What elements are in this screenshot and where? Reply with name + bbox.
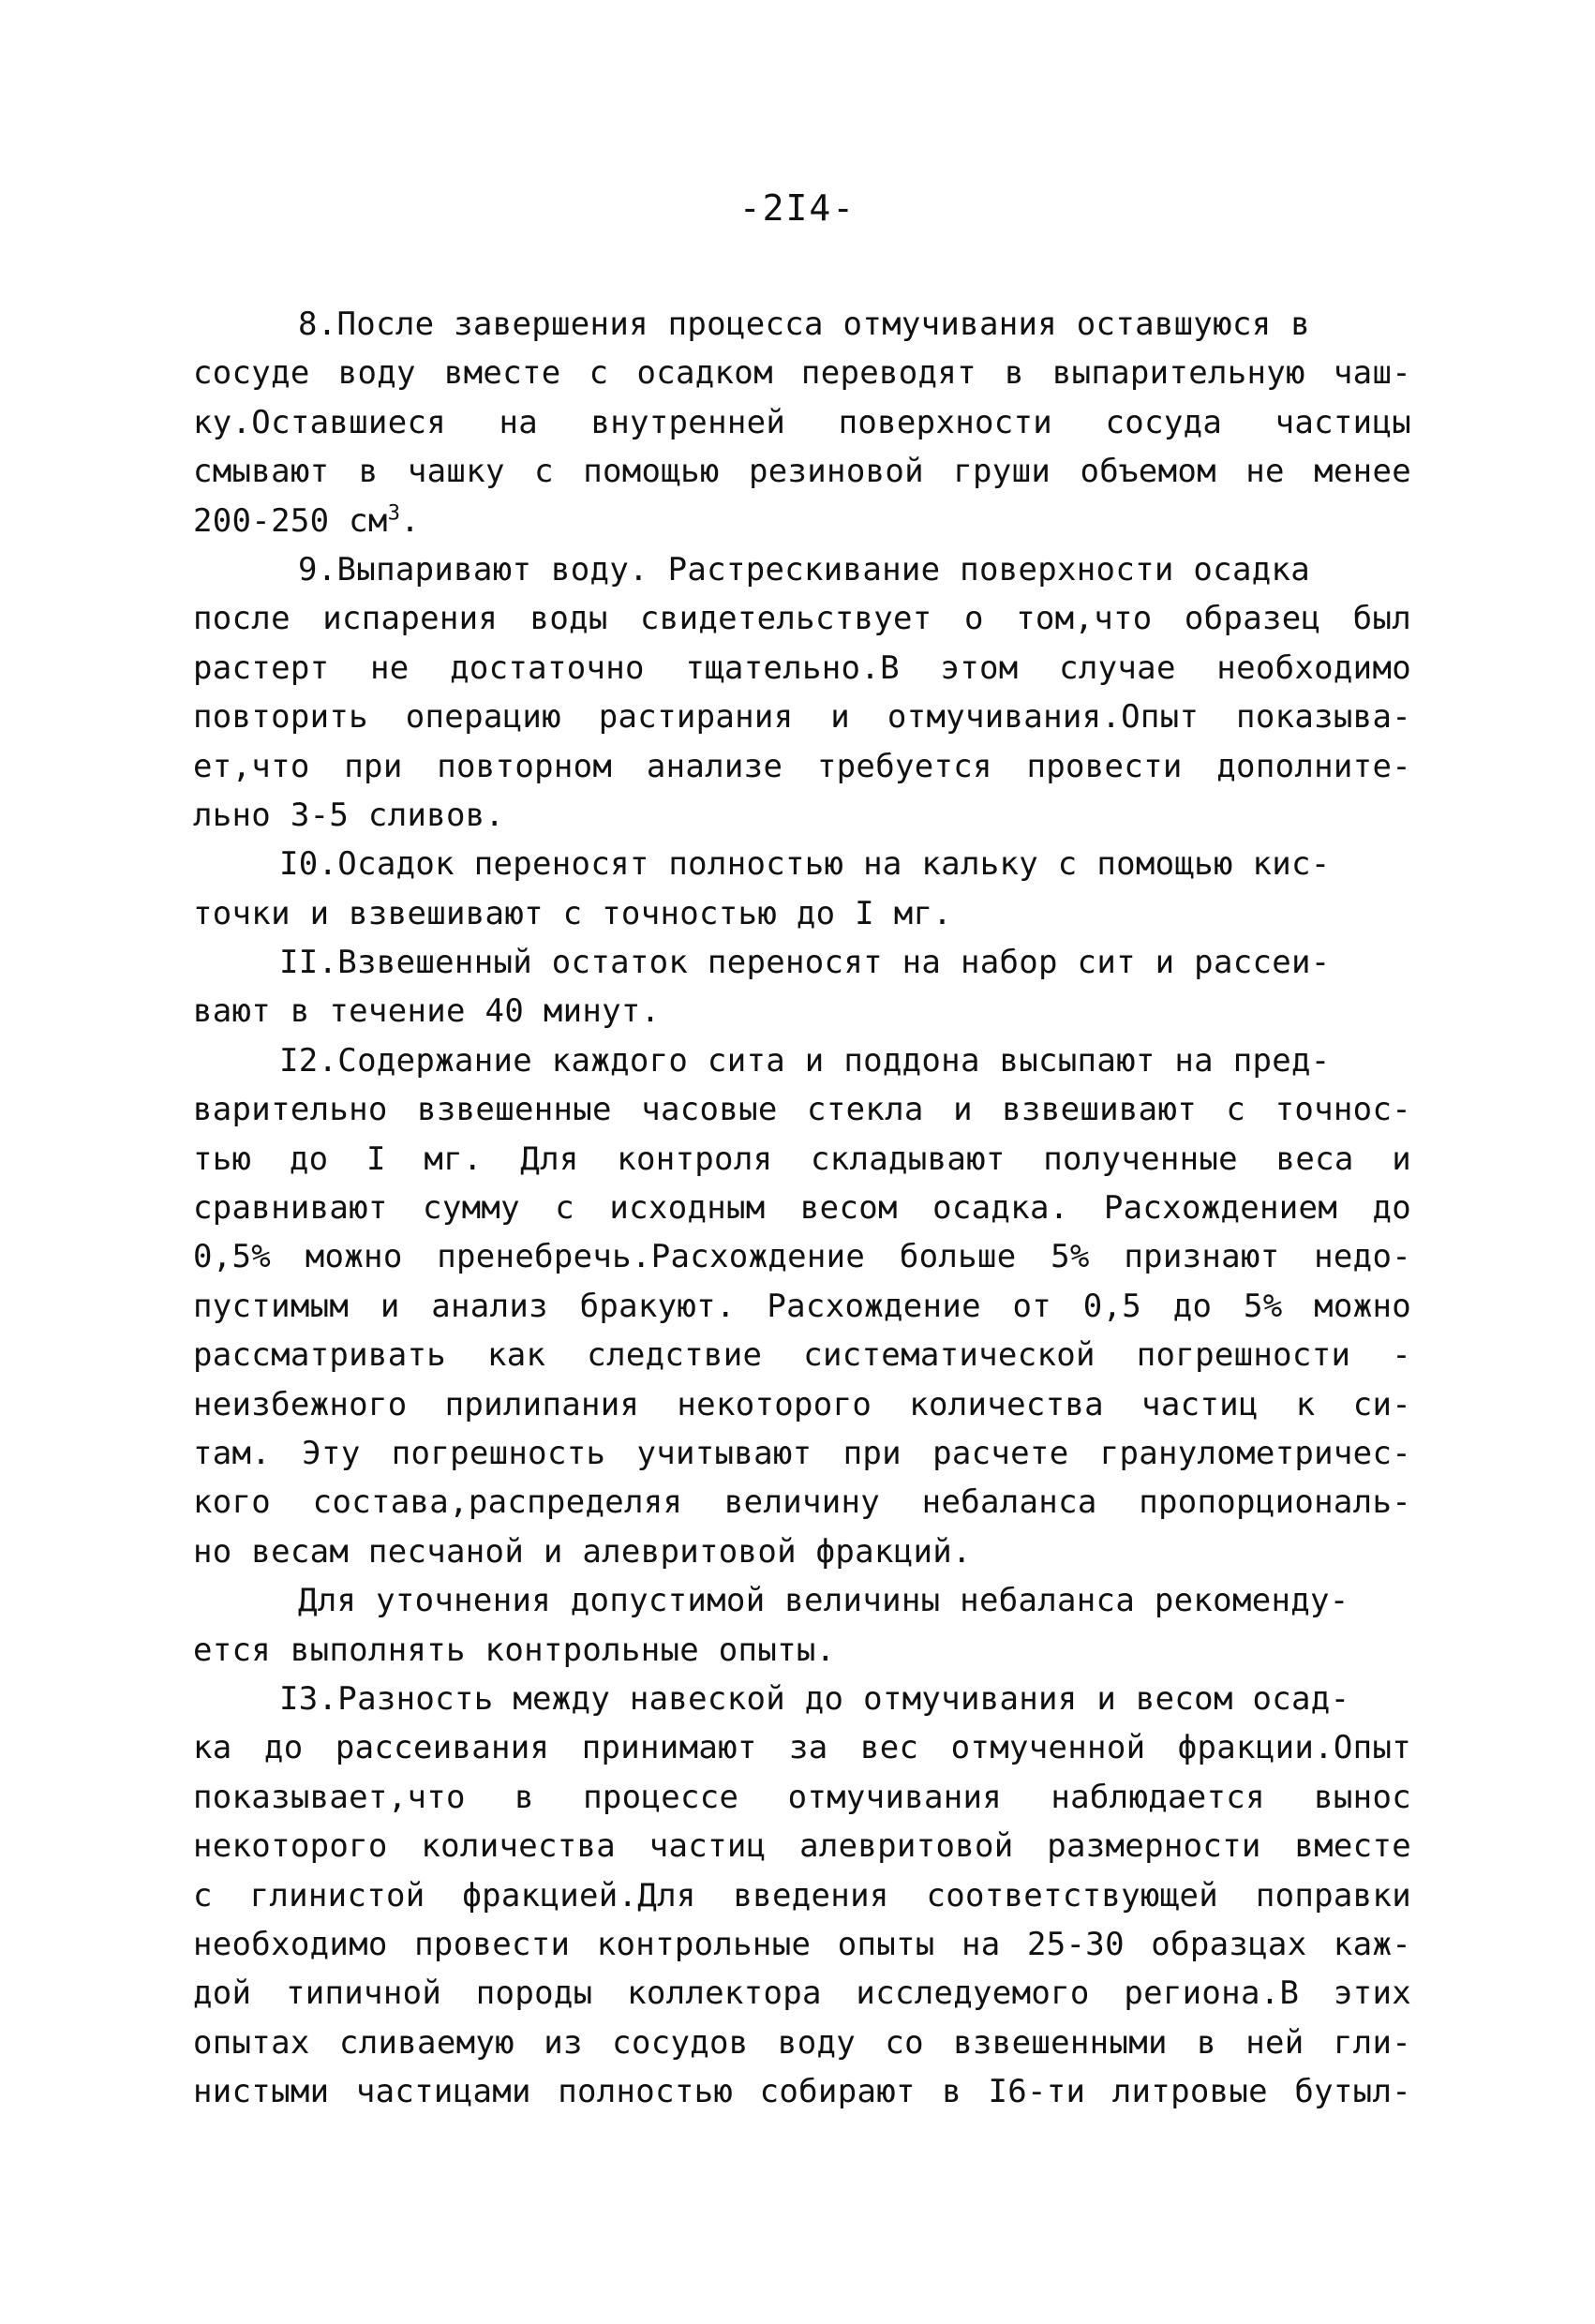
text-fragment: 200-250 см <box>193 501 388 540</box>
text-line: ется выполнять контрольные опыты. <box>193 1631 836 1669</box>
text-line: но весам песчаной и алевритовой фракций. <box>193 1532 972 1571</box>
text-line: опытах сливаемую из сосудов воду со взвешенными в ней гли- <box>193 2023 1411 2062</box>
text-line: пустимым и анализ бракуют. Расхождение от 0,5 до 5% можно <box>193 1287 1411 1325</box>
text-line: ка до рассеивания принимают за вес отмученной фракции.Опыт <box>193 1729 1411 1767</box>
text-line-with-superscript <box>193 497 1411 545</box>
text-line: повторить операцию растирания и отмучивания.Опыт показыва- <box>193 698 1411 737</box>
text-line: сосуде воду вместе с осадком переводят в выпарительную чаш- <box>193 354 1411 393</box>
text-line: после испарения воды свидетельствует о том,что образец был <box>193 600 1411 638</box>
text-line: ку.Оставшиеся на внутренней поверхности сосуда частицы <box>193 403 1411 441</box>
text-line: I0.Осадок переносят полностью на кальку с помощью кис- <box>279 845 1331 884</box>
text-line: там. Эту погрешность учитывают при расчете гранулометричес- <box>193 1434 1411 1472</box>
text-line: тью до I мг. Для контроля складывают полученные веса и <box>193 1140 1411 1178</box>
text-line: I2.Содержание каждого сита и поддона высыпают на пред- <box>279 1041 1331 1080</box>
text-line: 8.После завершения процесса отмучивания оставшуюся в <box>298 305 1311 343</box>
text-line: рассматривать как следствие систематической погрешности - <box>193 1336 1411 1375</box>
superscript: 3 <box>387 501 401 526</box>
text-line: дой типичной породы коллектора исследуемого региона.В этих <box>193 1974 1411 2013</box>
text-line: смывают в чашку с помощью резиновой груши объемом не менее <box>193 453 1411 491</box>
text-line: Для уточнения допустимой величины небаланса рекоменду- <box>298 1582 1349 1620</box>
text-line: II.Взвешенный остаток переносят на набор сит и рассеи- <box>279 944 1331 982</box>
text-line: 9.Выпаривают воду. Растрескивание поверхности осадка <box>298 550 1311 588</box>
text-line: некоторого количества частиц алевритовой размерности вместе <box>193 1827 1411 1866</box>
text-line: точки и взвешивают с точностью до I мг. <box>193 894 953 932</box>
text-line: растерт не достаточно тщательно.В этом случае необходимо <box>193 648 1411 687</box>
text-line: варительно взвешенные часовые стекла и взвешивают с точнос- <box>193 1091 1411 1129</box>
text-line: 0,5% можно пренебречь.Расхождение больше 5% признают недо- <box>193 1238 1411 1276</box>
text-fragment: . <box>400 501 421 540</box>
text-line: кого состава,распределяя величину небаланса пропорциональ- <box>193 1483 1411 1522</box>
text-line: вают в течение 40 минут. <box>193 992 661 1031</box>
text-line: неизбежного прилипания некоторого количества частиц к си- <box>193 1385 1411 1423</box>
text-line: I3.Разность между навеской до отмучивания и весом осад- <box>279 1679 1350 1718</box>
text-line: ет,что при повторном анализе требуется провести дополните- <box>193 747 1411 785</box>
page-number: -2I4- <box>738 187 857 229</box>
text-line: с глинистой фракцией.Для введения соответствующей поправки <box>193 1876 1411 1914</box>
text-line: необходимо провести контрольные опыты на 25-30 образцах каж- <box>193 1925 1411 1963</box>
text-line: показывает,что в процессе отмучивания наблюдается вынос <box>193 1778 1411 1816</box>
body-text <box>193 300 1411 2116</box>
text-line: нистыми частицами полностью собирают в I6-ти литровые бутыл- <box>193 2073 1411 2111</box>
text-line: льно 3-5 сливов. <box>193 796 505 834</box>
text-line: сравнивают сумму с исходным весом осадка. Расхождением до <box>193 1189 1411 1228</box>
